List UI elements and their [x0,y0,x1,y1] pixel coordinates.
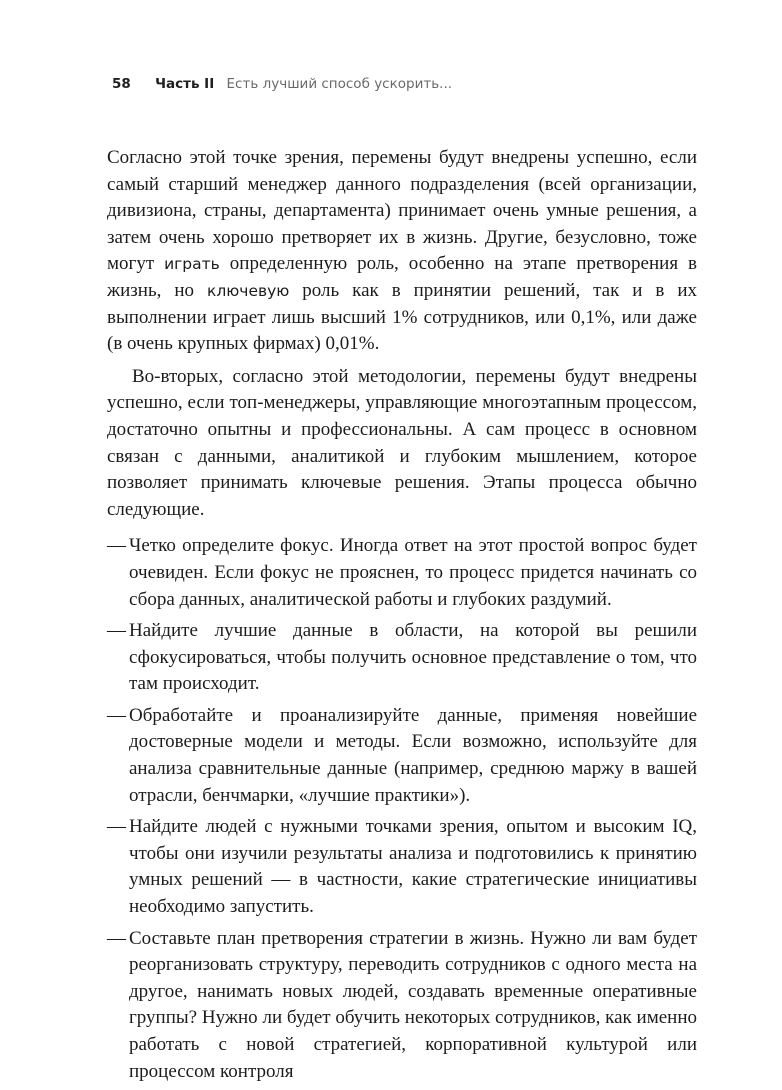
steps-list [107,533,697,1085]
paragraph-1-text-a: Согласно этой точке зрения, перемены будут внедрены успешно, если самый старший менеджер данного подразделения (всей организации, дивизиона, страны, департамента) принимает очень умные решения, а затем очень хорошо претворяет их в жизнь. Другие, безусловно, тоже могут [107,147,697,275]
list-item-text: Найдите лучшие данные в области, на которой вы решили сфокусироваться, чтобы получить основное представление о том, что там происходит. [129,620,697,695]
list-item-text: Найдите людей с нужными точками зрения, опытом и высоким IQ, чтобы они изучили результаты анализа и подготовились к принятию умных решений — в частности, какие стратегические инициативы необходимо запустить. [129,816,697,918]
list-item-text: Четко определите фокус. Иногда ответ на этот простой вопрос будет очевиден. Если фокус не прояснен, то процесс придется начинать со сбора данных, аналитической работы и глубоких раздумий. [129,535,697,610]
list-item [107,703,697,809]
paragraph-1-text-c: роль как в принятии решений, так и в их выполнении играет лишь высший 1% сотрудников, или 0,1%, или даже (в очень крупных фирмах) 0,01%. [107,279,698,355]
list-item-text: Обработайте и проанализируйте данные, применяя новейшие достоверные модели и методы. Если возможно, используйте для анализа сравнительные данные (например, среднюю маржу в вашей отрасли, бенчмарки, «лучшие практики»). [129,704,697,806]
dash-marker: — [107,535,126,557]
paragraph-1-emphasis-key: ключевую [206,281,290,300]
list-item [107,618,697,698]
dash-marker: — [107,704,126,726]
paragraph-1 [107,145,697,358]
list-item [107,533,697,613]
paragraph-1-emphasis-play: играть [164,255,220,274]
part-title: Есть лучший способ ускорить... [226,76,453,92]
dash-marker: — [107,620,126,642]
body-text [107,145,697,1090]
page-number: 58 [112,76,131,92]
paragraph-1-text-b: определенную роль, особенно на этапе претворения в жизнь, но [107,253,698,301]
list-item [107,814,697,920]
list-item [107,926,697,1086]
dash-marker: — [107,816,126,838]
part-label: Часть II [155,76,215,92]
running-header [112,76,452,92]
list-item-text: Составьте план претворения стратегии в жизнь. Нужно ли вам будет реорганизовать структуру, переводить сотрудников с одного места на другое, нанимать новых людей, создавать временные оперативные группы? Нужно ли будет обучить некоторых сотрудников, как именно работать с новой стратегией, корпоративной культурой или процессом контроля [129,927,697,1082]
dash-marker: — [107,927,126,949]
paragraph-2: Во-вторых, согласно этой методологии, перемены будут внедрены успешно, если топ-менеджеры, управляющие многоэтапным процессом, достаточно опытны и профессиональны. А сам процесс в основном связан с данными, аналитикой и глубоким мышлением, которое позволяет принимать ключевые решения. Этапы процесса обычно следующие. [107,365,697,520]
